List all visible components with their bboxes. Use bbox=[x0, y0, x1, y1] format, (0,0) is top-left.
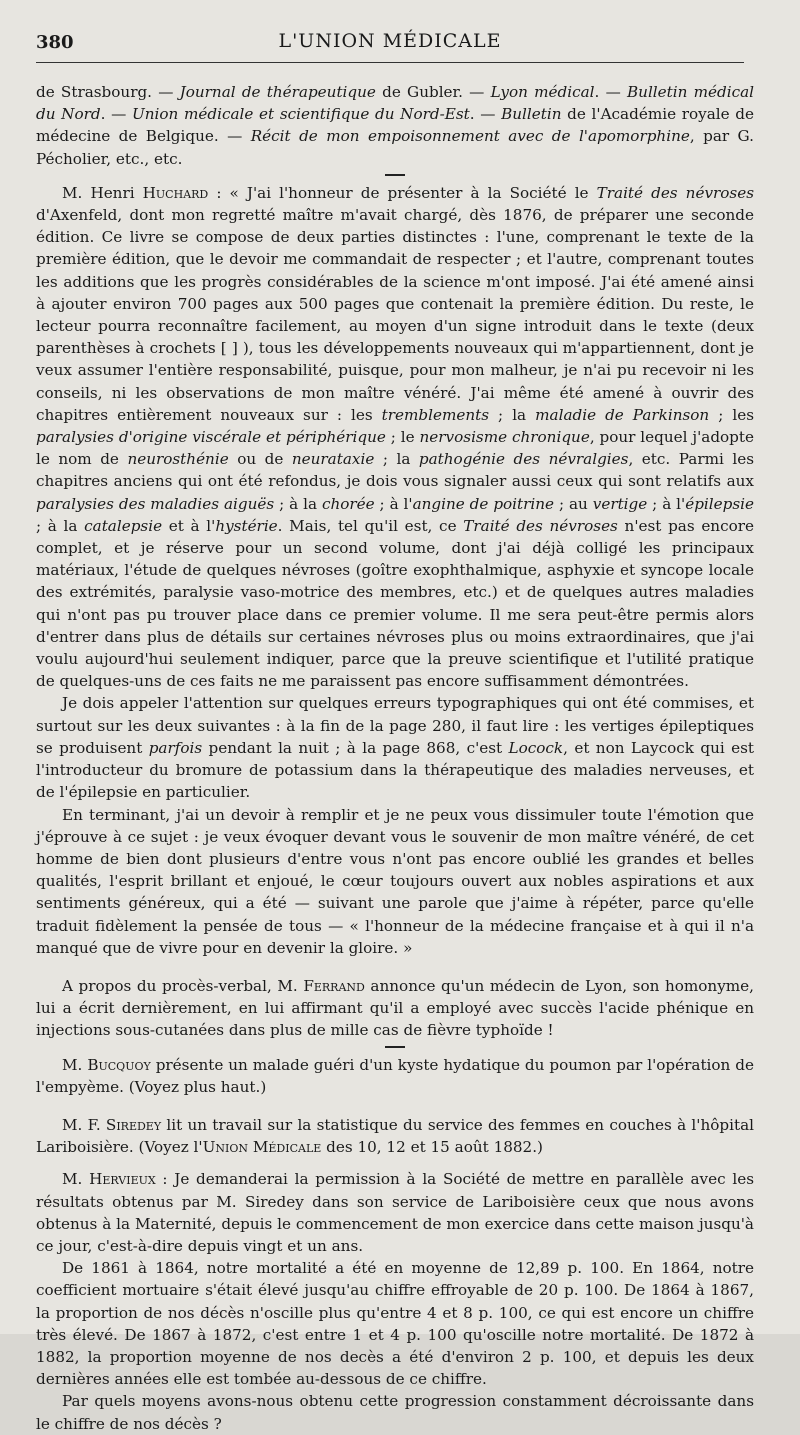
paragraph-siredey: M. F. Siredey lit un travail sur la statistique du service des femmes en couches à l'hôpital Lariboisière. (Voyez l'Union Médicale des 10, 12 et 15 août 1882.) bbox=[36, 1115, 754, 1157]
paragraph-question: Par quels moyens avons-nous obtenu cette progression constamment décroissante dans le chiffre de nos décès ? bbox=[36, 1392, 754, 1433]
paragraph-errata: Je dois appeler l'attention sur quelques erreurs typographiques qui ont été commises, et surtout sur les deux suivantes : à la fin de la page 280, il faut lire : les vertiges épileptiques se produisent parfois pendant la nuit ; à la page 868, c'est Locock, et non Laycock qui est l'introducteur du bromure de potassium dans la thérapeutique des maladies nerveuses, et de l'épilepsie en particulier. bbox=[36, 694, 754, 802]
paragraph-bucquoy: M. Bucquoy présente un malade guéri d'un kyste hydatique du poumon par l'opération de l'empyème. (Voyez plus haut.) bbox=[36, 1055, 754, 1096]
paragraph-journal-list: de Strasbourg. — Journal de thérapeutique de Gubler. — Lyon médical. — Bulletin médical du Nord. — Union médicale et scientifique du Nord-Est. — Bulletin de l'Académie royale de médecine de Belgique. — Récit de mon empoisonnement avec de l'apomorphine, par G. Pécholier, etc., etc. bbox=[36, 83, 755, 168]
article-body bbox=[36, 81, 754, 1435]
paragraph-mortality: De 1861 à 1864, notre mortalité a été en moyenne de 12,89 p. 100. En 1864, notre coefficient mortuaire s'était élevé jusqu'au chiffre effroyable de 20 p. 100. De 1864 à 1867, la proportion de nos décès n'oscille plus qu'entre 4 et 8 p. 100, ce qui est encore un chiffre très élevé. De 1867 à 1872, c'est entre 1 et 4 p. 100 qu'oscille notre mortalité. De 1872 à 1882, la proportion moyenne de nos decès a été d'environ 2 p. 100, et depuis les deux dernières années elle est tombée au-dessous de ce chiffre. bbox=[36, 1259, 754, 1389]
section-separator bbox=[385, 174, 405, 176]
page-number: 380 bbox=[36, 32, 74, 53]
paragraph-ferrand: A propos du procès-verbal, M. Ferrand annonce qu'un médecin de Lyon, son homonyme, lui a écrit dernièrement, en lui affirmant qu'il a employé avec succès l'acide phénique en injections sous-cutanées dans plus de mille cas de fièvre typhoïde ! bbox=[36, 976, 754, 1040]
paragraph-conclusion: En terminant, j'ai un devoir à remplir et je ne peux vous dissimuler toute l'émotion que j'éprouve à ce sujet : je veux évoquer devant vous le souvenir de mon maître vénéré, de cet homme de bien dont plusieurs d'entre vous n'ont pas encore oublié les grandes et belles qualités, l'esprit brillant et enjoué, le cœur toujours ouvert aux nobles aspirations et aux sentiments généreux, qui a été — suivant une parole que j'aime à répéter, parce qu'elle traduit fidèlement la pensée de tous — « l'honneur de la médecine française et à qui il n'a manqué que de vivre pour en devenir la gloire. » bbox=[36, 805, 754, 957]
running-title: L'UNION MÉDICALE bbox=[278, 30, 502, 52]
paragraph-huchard: M. Henri Huchard : « J'ai l'honneur de présenter à la Société le Traité des névroses d'Axenfeld, dont mon regretté maître m'avait chargé, dès 1876, de préparer une seconde édition. Ce livre se compose de deux parties distinctes : l'une, comprenant le texte de la première édition, que le devoir me commandait de respecter ; et l'autre, comprenant toutes les additions que les progrès considérables de la science m'ont imposé. J'ai été amené ainsi à ajouter environ 700 pages aux 500 pages que contenait la première édition. Du reste, le lecteur pourra reconnaître facilement, au moyen d'un signe introduit dans le texte (deux parenthèses à crochets [ ] ), tous les développements nouveaux qui m'appartiennent, dont je veux assumer l'entière responsabilité, puisque, pour mon malheur, je n'ai pu recevoir ni les conseils, ni les observations de mon maître vénéré. J'ai même été amené à ouvrir des chapitres entièrement nouveaux sur : les tremblements ; la maladie de Parkinson ; les paralysies d'origine viscérale et périphérique ; le nervosisme chronique, pour lequel j'adopte le nom de neurosthénie ou de neurataxie ; la pathogénie des névralgies, etc. Parmi les chapitres anciens qui ont été refondus, je dois vous signaler aussi ceux qui sont relatifs aux paralysies des maladies aiguës ; à la chorée ; à l'angine de poitrine ; au vertige ; à l'épilepsie ; à la catalepsie et à l'hystérie. Mais, tel qu'il est, ce Traité des névroses n'est pas encore complet, et je réserve pour un second volume, dont j'ai déjà colligé les principaux matériaux, l'étude de quelques névroses (goître exophthalmique, asphyxie et syncope locale des extrémités, paralysie vaso-motrice des membres, etc.) et de quelques autres maladies qui n'ont pas pu trouver place dans ce premier volume. Il me sera peut-être permis alors d'entrer dans plus de détails sur certaines névroses plus ou moins extraordinaires, que j'ai voulu aujourd'hui seulement indiquer, parce que la preuve scientifique et l'utilité pratique de quelques-uns de ces faits ne me paraissent pas encore suffisamment démontrées. bbox=[36, 183, 755, 691]
section-separator bbox=[385, 1046, 405, 1048]
page-header bbox=[36, 28, 744, 63]
paragraph-hervieux: M. Hervieux : Je demanderai la permission à la Société de mettre en parallèle avec les résultats obtenus par M. Siredey dans son service de Lariboisière ceux que nous avons obtenus à la Maternité, depuis le commencement de mon exercice dans cette maison jusqu'à ce jour, c'est-à-dire depuis vingt et un ans. bbox=[36, 1170, 754, 1255]
